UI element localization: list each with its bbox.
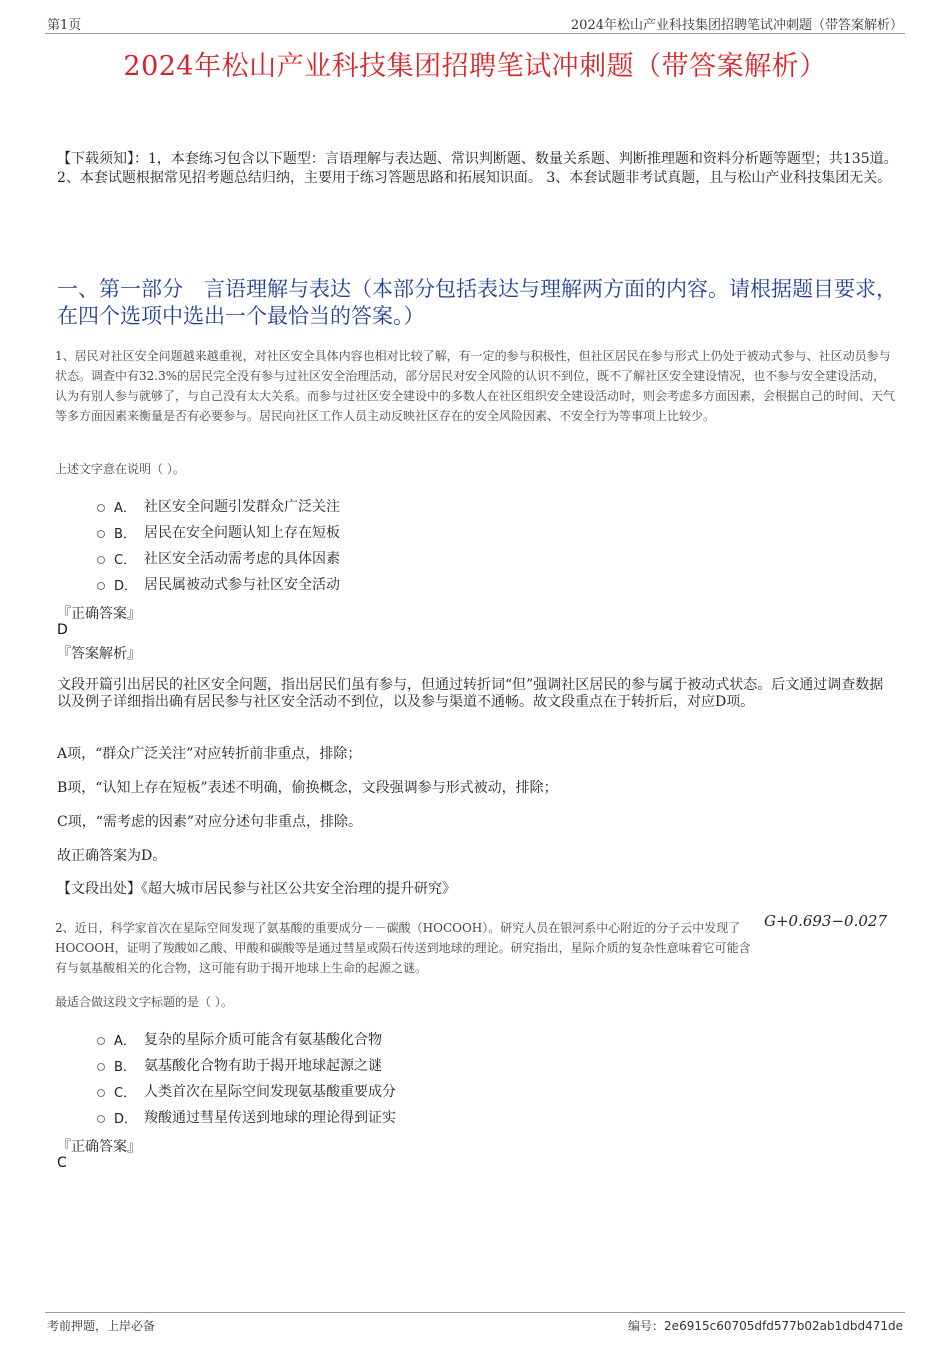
q1-option-c[interactable] [97,548,340,568]
option-text: 居民属被动式参与社区安全活动 [144,577,340,593]
option-letter: B． [114,526,136,542]
option-letter: D． [114,1111,138,1127]
radio-icon[interactable] [97,556,105,564]
option-text: 复杂的星际介质可能含有氨基酸化合物 [144,1032,382,1048]
option-letter: C． [114,1085,137,1101]
q1-analysis-b: B项，“认知上存在短板”表述不明确，偷换概念，文段强调参与形式被动，排除； [57,780,558,796]
running-header-title: 2024年松山产业科技集团招聘笔试冲刺题（带答案解析） [570,18,903,33]
option-letter: A． [114,1033,136,1049]
q1-answer-label: 『正确答案』 [57,606,141,622]
q2-option-a[interactable] [97,1029,382,1049]
option-letter: C． [114,552,137,568]
q1-source: 【文段出处】《超大城市居民参与社区公共安全治理的提升研究》 [57,881,456,897]
option-letter: B． [114,1059,136,1075]
option-text: 居民在安全问题认知上存在短板 [144,525,340,541]
q2-option-d[interactable] [97,1107,396,1127]
q2-answer-label: 『正确答案』 [57,1139,141,1155]
footer-code-label: 编号： [628,1319,665,1333]
footer-slogan: 考前押题，上岸必备 [47,1319,156,1333]
option-text: 氨基酸化合物有助于揭开地球起源之谜 [144,1058,382,1074]
question-2-text: 2、近日，科学家首次在星际空间发现了氨基酸的重要成分－－碳酸（HOCOOH）。研究人员在银河系中心附近的分子云中发现了HOCOOH，证明了羧酸如乙酸、甲酸和碳酸等是通过彗星或陨石传送到地球的理论。研究指出，星际介质的复杂性意味着它可能含有与氨基酸相关的化合物，这可能有助于揭开地球上生命的起源之谜。 [55,921,751,975]
option-letter: D． [114,578,138,594]
section-title: 一、第一部分 言语理解与表达（本部分包括表达与理解两方面的内容。请根据题目要求，在四个选项中选出一个最恰当的答案。） [57,277,897,328]
radio-icon[interactable] [97,530,105,538]
q1-analysis-label: 『答案解析』 [57,646,141,662]
option-letter: A． [114,500,136,516]
q1-analysis-a: A项，“群众广泛关注”对应转折前非重点，排除； [57,746,362,762]
radio-icon[interactable] [97,1089,105,1097]
download-notice: 【下载须知】：1，本套练习包含以下题型：言语理解与表达题、常识判断题、数量关系题、判断推理题和资料分析题等题型；共135道。 2、本套试题根据常见招考题总结归纳，主要用于练习答题思路和拓展知识面。 3、本套试题非考试真题，且与松山产业科技集团无关。 [57,151,898,186]
radio-icon[interactable] [97,1115,105,1123]
q1-analysis-main: 文段开篇引出居民的社区安全问题，指出居民们虽有参与，但通过转折词“但”强调社区居民的参与属于被动式状态。后文通过调查数据以及例子详细指出确有居民参与社区安全活动不到位，以及参与渠道不通畅。故文段重点在于转折后，对应D项。 [57,677,884,710]
q1-analysis-conclusion: 故正确答案为D。 [57,848,167,864]
radio-icon[interactable] [97,1037,105,1045]
radio-icon[interactable] [97,582,105,590]
q2-answer: C [57,1155,67,1171]
option-text: 人类首次在星际空间发现氨基酸重要成分 [144,1084,396,1100]
q1-option-d[interactable] [97,574,340,594]
question-1-prompt: 上述文字意在说明（ ）。 [55,462,185,476]
formula: G+0.693−0.027 [763,912,887,930]
header-divider [45,33,905,34]
document-title: 2024年松山产业科技集团招聘笔试冲刺题（带答案解析） [123,51,827,82]
q1-analysis-c: C项，“需考虑的因素”对应分述句非重点，排除。 [57,814,363,830]
question-1-text: 1、居民对社区安全问题越来越重视，对社区安全具体内容也相对比较了解，有一定的参与积极性，但社区居民在参与形式上仍处于被动式参与、社区动员参与状态。调查中有32.3%的居民完全没有参与过社区安全治理活动，部分居民对安全风险的认识不到位，既不了解社区安全建设情况，也不参与安全建设活动，认为有别人参与就够了，与自己没有太大关系。而参与过社区安全建设中的多数人在社区组织安全建设活动时，则会考虑多方面因素，会根据自己的时间、天气等多方面因素来衡量是否有必要参与。居民向社区工作人员主动反映社区存在的安全风险因素、不安全行为等事项上比较少。 [55,349,896,423]
footer-divider [45,1312,905,1313]
q1-option-b[interactable] [97,522,340,542]
option-text: 羧酸通过彗星传送到地球的理论得到证实 [144,1110,396,1126]
q1-answer: D [57,622,68,638]
option-text: 社区安全活动需考虑的具体因素 [144,551,340,567]
radio-icon[interactable] [97,1063,105,1071]
option-text: 社区安全问题引发群众广泛关注 [144,499,340,515]
q2-option-b[interactable] [97,1055,382,1075]
radio-icon[interactable] [97,504,105,512]
footer-code [628,1317,903,1334]
q1-option-a[interactable] [97,496,340,516]
footer-code-value: 2e6915c60705dfd577b02ab1dbd471de [664,1319,903,1333]
q2-option-c[interactable] [97,1081,396,1101]
page-number: 第1页 [47,18,82,33]
question-2-prompt: 最适合做这段文字标题的是（ ）。 [55,995,233,1009]
